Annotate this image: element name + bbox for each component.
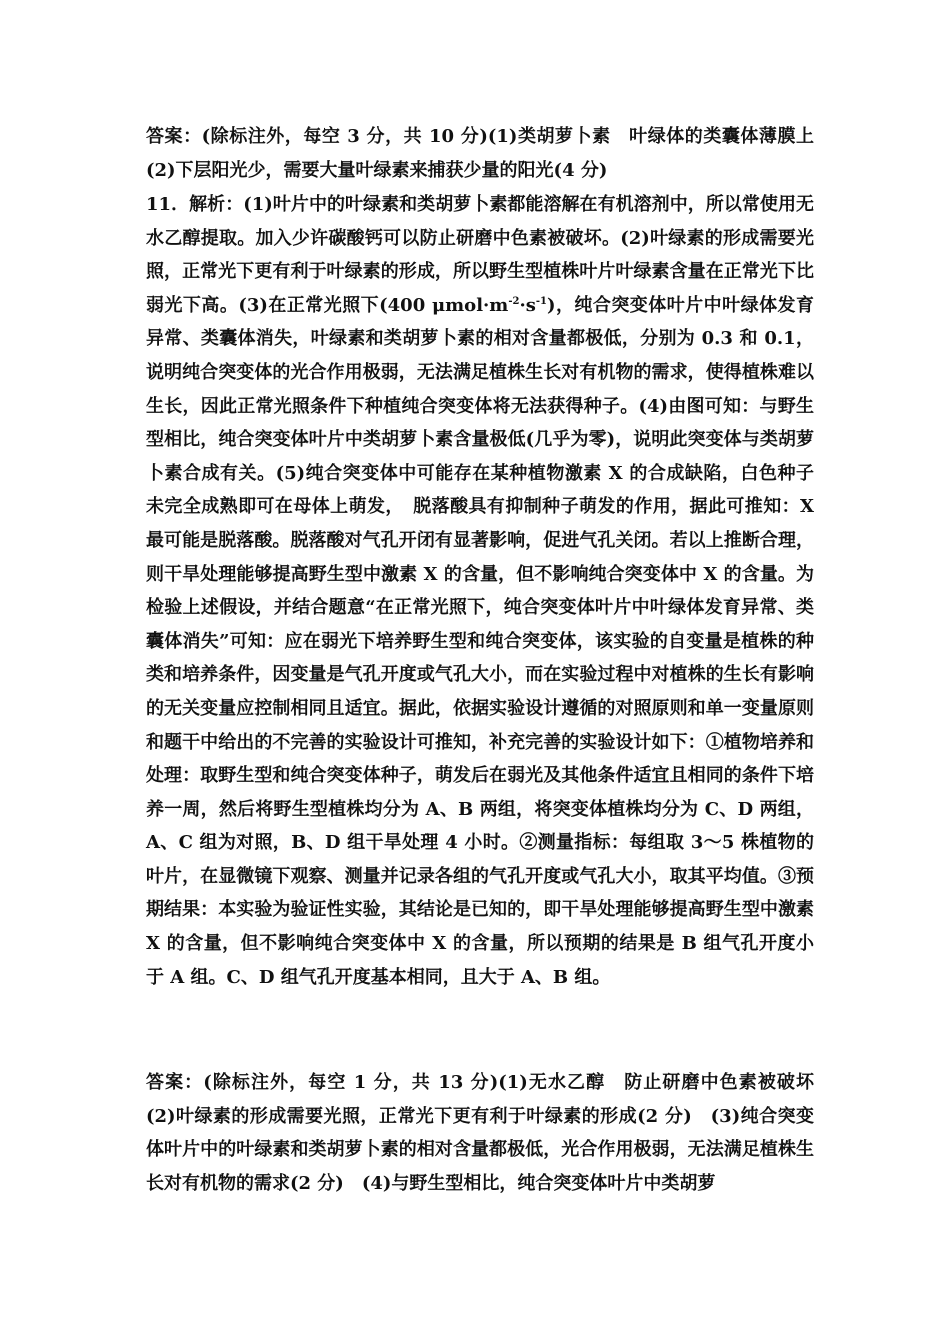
unit-exponent-1: -2	[508, 295, 520, 307]
analysis-label: 解析：	[189, 194, 244, 215]
analysis-block-q11	[146, 188, 814, 994]
answer-text: (除标注外，每空 3 分，共 10 分)(1)类胡萝卜素 叶绿体的类囊体薄膜上 (2)下层阳光少，需要大量叶绿素来捕获少量的阳光(4 分)	[146, 126, 832, 181]
answer-label: 答案：	[146, 1072, 204, 1093]
unit-middle: ·s	[519, 294, 536, 316]
answer-text: (除标注外，每空 1 分，共 13 分)(1)无水乙醇 防止研磨中色素被破坏 (2)叶绿素的形成需要光照，正常光下更有利于叶绿素的形成(2 分) (3)纯合突变体叶片中的叶绿素和类胡萝卜素的相对含量都极低，光合作用极弱，无法满足植株生长对有机物的需求(2 分) (4)与野生型相比，纯合突变体叶片中类胡萝	[146, 1072, 832, 1194]
answer-label: 答案：	[146, 126, 202, 147]
question-number: 11．	[146, 194, 190, 215]
unit-exponent-2: -1	[535, 295, 547, 307]
analysis-text-part-2: )，纯合突变体叶片中叶绿体发育异常、类囊体消失，叶绿素和类胡萝卜素的相对含量都极低，分别为 0.3 和 0.1，说明纯合突变体的光合作用极弱，无法满足植株生长对有机物的需求，使得植株难以生长，因此正常光照条件下种植纯合突变体将无法获得种子。(4)由图可知：与野生型相比，纯合突变体叶片中类胡萝卜素含量极低(几乎为零)，说明此突变体与类胡萝卜素合成有关。(5)纯合突变体中可能存在某种植物激素 X 的合成缺陷，白色种子未完全成熟即可在母体上萌发， 脱落酸具有抑制种子萌发的作用，据此可推知：X 最可能是脱落酸。脱落酸对气孔开闭有显著影响，促进气孔关闭。若以上推断合理，则干旱处理能够提高野生型中激素 X 的含量，但不影响纯合突变体中 X 的含量。为检验上述假设，并结合题意“在正常光照下，纯合突变体叶片中叶绿体发育异常、类囊体消失”可知：应在弱光下培养野生型和纯合突变体，该实验的自变量是植株的种类和培养条件，因变量是气孔开度或气孔大小，而在实验过程中对植株的生长有影响的无关变量应控制相同且适宜。据此，依据实验设计遵循的对照原则和单一变量原则和题干中给出的不完善的实验设计可推知，补充完善的实验设计如下：①植物培养和处理：取野生型和纯合突变体种子，萌发后在弱光及其他条件适宜且相同的条件下培养一周，然后将野生型植株均分为 A、B 两组，将突变体植株均分为 C、D 两组，A、C 组为对照，B、D 组干旱处理 4 小时。②测量指标：每组取 3～5 株植物的叶片，在显微镜下观察、测量并记录各组的气孔开度或气孔大小，取其平均值。③预期结果：本实验为验证性实验，其结论是已知的，即干旱处理能够提高野生型中激素 X 的含量，但不影响纯合突变体中 X 的含量，所以预期的结果是 B 组气孔开度小于 A 组。C、D 组气孔开度基本相同，且大于 A、B 组。	[146, 294, 814, 988]
answer-block-q11	[146, 1066, 832, 1200]
answer-block-q10	[146, 120, 832, 187]
analysis-text-part-1: (1)叶片中的叶绿素和类胡萝卜素都能溶解在有机溶剂中，所以常使用无水乙醇提取。加入少许碳酸钙可以防止研磨中色素被破坏。(2)叶绿素的形成需要光照，正常光下更有利于叶绿素的形成，所以野生型植株叶片叶绿素含量在正常光下比弱光下高。(3)在正常光照下(400 μmol·m	[146, 194, 814, 316]
